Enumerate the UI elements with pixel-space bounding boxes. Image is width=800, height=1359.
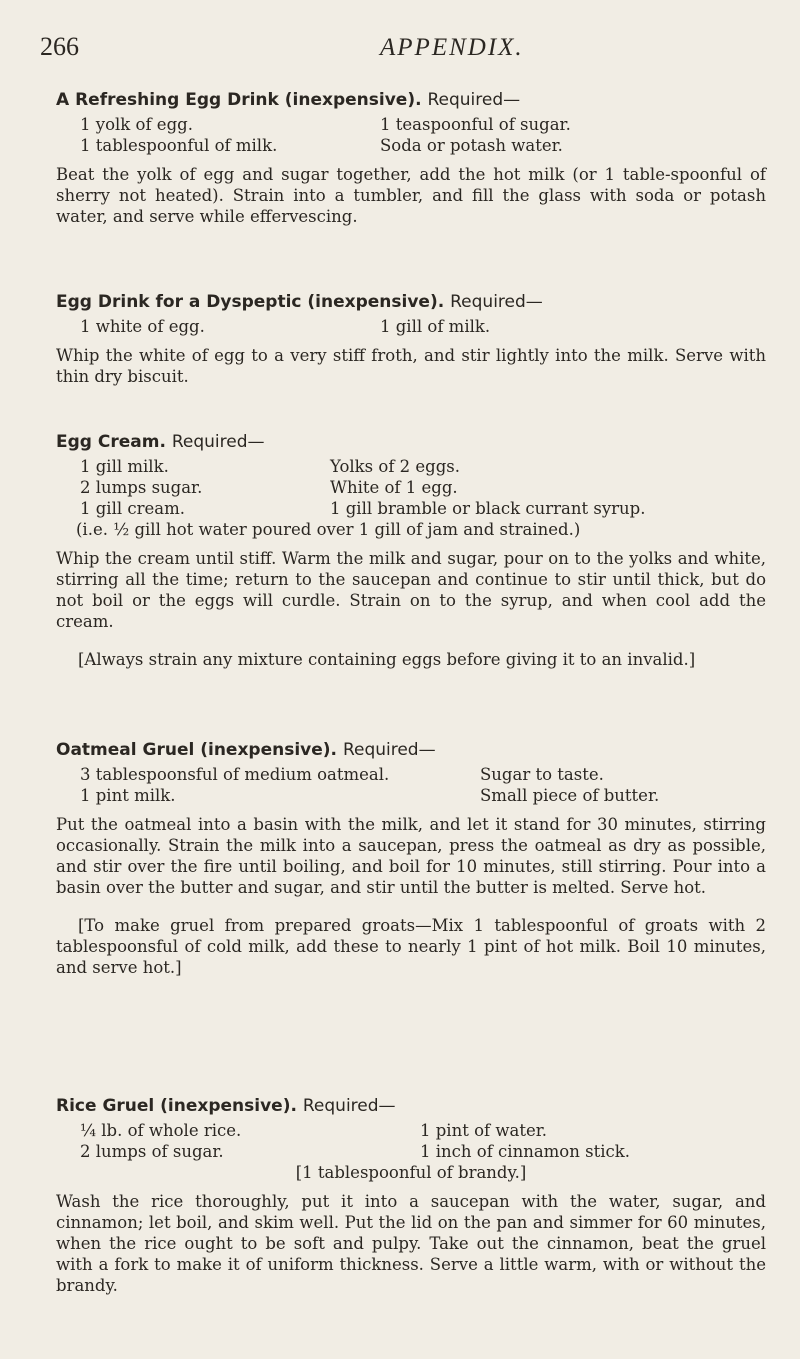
ingredient: 2 lumps sugar. xyxy=(80,478,203,497)
ingredient: 3 tablespoonsful of medium oatmeal. xyxy=(80,765,390,784)
recipe-refreshing-egg-drink xyxy=(56,88,766,244)
ingredient: White of 1 egg. xyxy=(330,478,458,497)
ingredient-list xyxy=(56,764,766,806)
recipe-title xyxy=(56,1094,766,1118)
recipe-method: Whip the white of egg to a very stiff froth, and stir lightly into the milk. Serve with thin dry biscuit. xyxy=(56,346,766,386)
ingredient: 1 pint milk. xyxy=(80,786,176,805)
ingredient: 1 gill bramble or black currant syrup. xyxy=(330,499,646,518)
ingredient: 1 gill cream. xyxy=(80,499,186,518)
required-label: Required— xyxy=(171,432,265,452)
recipe-title-text: Egg Cream. xyxy=(56,432,166,452)
running-title: APPENDIX. xyxy=(380,34,524,61)
required-label: Required— xyxy=(450,292,543,312)
ingredient-list xyxy=(56,316,766,337)
ingredient: 1 white of egg. xyxy=(80,317,205,336)
ingredient: 1 gill of milk. xyxy=(380,317,491,336)
ingredient: 1 yolk of egg. xyxy=(80,115,193,134)
required-label: Required— xyxy=(342,740,436,760)
ingredient: 2 lumps of sugar. xyxy=(80,1142,224,1161)
recipe-egg-drink-dyspeptic xyxy=(56,290,766,404)
ingredient: ¼ lb. of whole rice. xyxy=(80,1121,242,1140)
recipe-oatmeal-gruel xyxy=(56,738,766,994)
required-label: Required— xyxy=(302,1096,396,1116)
ingredient: 1 pint of water. xyxy=(420,1121,548,1140)
recipe-title-text: Oatmeal Gruel (inexpensive). xyxy=(56,740,338,760)
recipe-method: Beat the yolk of egg and sugar together, add the hot milk (or 1 table-spoonful of sherry not heated). Strain into a tumbler, and fill the glass with soda or potash water, and serve while effervescing. xyxy=(56,165,766,226)
ingredient: Sugar to taste. xyxy=(480,765,604,784)
ingredient-list xyxy=(56,456,766,519)
ingredient-note: [1 tablespoonful of brandy.] xyxy=(295,1163,527,1182)
recipe-title xyxy=(56,430,766,454)
recipe-egg-cream xyxy=(56,430,766,686)
ingredient-note: (i.e. ½ gill hot water poured over 1 gill of jam and strained.) xyxy=(76,520,581,539)
ingredient: Yolks of 2 eggs. xyxy=(330,457,461,476)
recipe-method: Whip the cream until stiff. Warm the milk and sugar, pour on to the yolks and white, stirring all the time; return to the saucepan and continue to stir until thick, but do not boil or the eggs will curdle. Strain on to the syrup, and when cool add the cream. xyxy=(56,549,766,631)
recipe-title xyxy=(56,88,766,112)
recipe-title xyxy=(56,290,766,314)
recipe-method: Put the oatmeal into a basin with the milk, and let it stand for 30 minutes, stirring occasionally. Strain the milk into a saucepan, press the oatmeal as dry as possible, and stir over the fire until boiling, and boil for 10 minutes, still stirring. Pour into a basin over the butter and sugar, and stir until the butter is melted. Serve hot. xyxy=(56,815,766,897)
ingredient: Soda or potash water. xyxy=(380,136,563,155)
recipe-note: [Always strain any mixture containing eggs before giving it to an invalid.] xyxy=(78,649,696,669)
required-label: Required— xyxy=(427,90,521,110)
ingredient: 1 gill milk. xyxy=(80,457,169,476)
recipe-rice-gruel xyxy=(56,1094,766,1313)
page-header xyxy=(40,30,760,70)
recipe-title xyxy=(56,738,766,762)
page-number: 266 xyxy=(40,32,79,61)
ingredient: 1 teaspoonful of sugar. xyxy=(380,115,571,134)
recipe-title-text: A Refreshing Egg Drink (inexpensive). xyxy=(56,90,422,110)
recipe-title-text: Rice Gruel (inexpensive). xyxy=(56,1096,297,1116)
ingredient: 1 inch of cinnamon stick. xyxy=(420,1142,630,1161)
ingredient: 1 tablespoonful of milk. xyxy=(80,136,278,155)
ingredient-list xyxy=(56,114,766,156)
recipe-method: Wash the rice thoroughly, put it into a saucepan with the water, sugar, and cinnamon; let boil, and skim well. Put the lid on the pan and simmer for 60 minutes, when the rice ought to be soft and pulpy. Take out the cinnamon, beat the gruel with a fork to make it of uniform thickness. Serve a little warm, with or without the brandy. xyxy=(56,1192,766,1295)
ingredient-list xyxy=(56,1120,766,1162)
recipe-note: [To make gruel from prepared groats—Mix 1 tablespoonful of groats with 2 tablespoonsful of cold milk, add these to nearly 1 pint of hot milk. Boil 10 minutes, and serve hot.] xyxy=(56,915,766,977)
recipe-title-text: Egg Drink for a Dyspeptic (inexpensive). xyxy=(56,292,445,312)
ingredient: Small piece of butter. xyxy=(480,786,660,805)
